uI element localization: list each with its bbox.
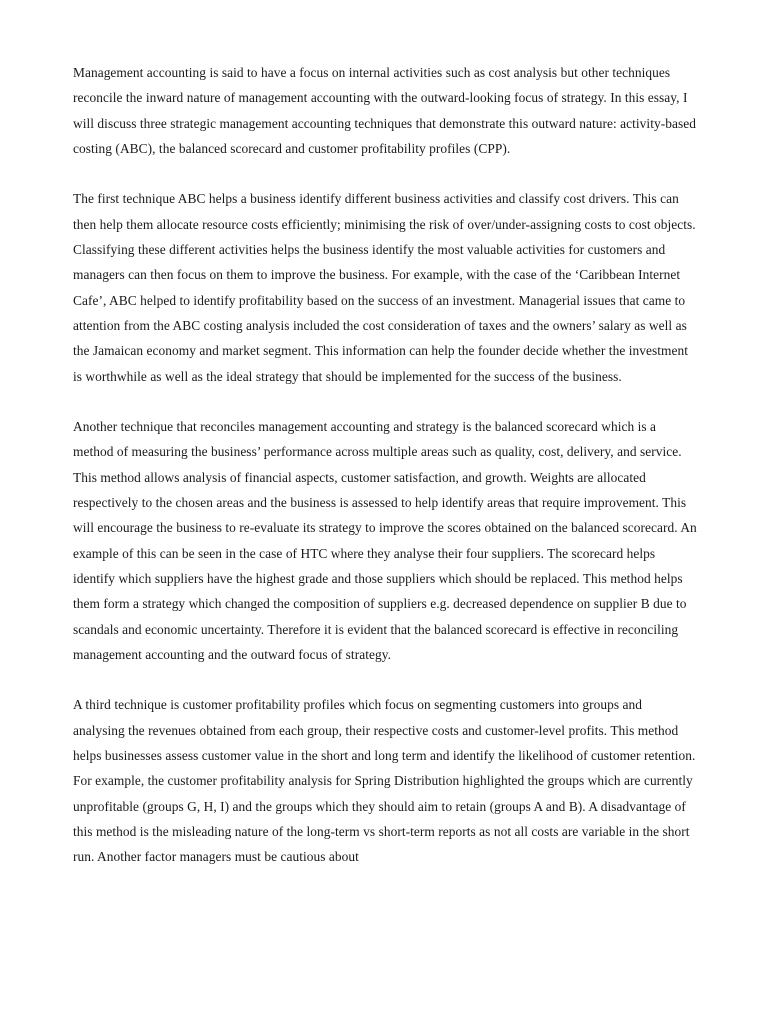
paragraph-customer-profitability: A third technique is customer profitability profiles which focus on segmenting customers into groups and analysing the revenues obtained from each group, their respective costs and customer-level profits. This method helps businesses assess customer value in the short and long term and identify the likelihood of customer retention. For example, the customer profitability analysis for Spring Distribution highlighted the groups which are currently unprofitable (groups G, H, I) and the groups which they should aim to retain (groups A and B). A disadvantage of this method is the misleading nature of the long-term vs short-term reports as not all costs are variable in the short run. Another factor managers must be cautious about [73,697,696,865]
paragraph-introduction: Management accounting is said to have a focus on internal activities such as cost analysis but other techniques reconcile the inward nature of management accounting with the outward-looking focus of strategy. In this essay, I will discuss three strategic management accounting techniques that demonstrate this outward nature: activity-based costing (ABC), the balanced scorecard and customer profitability profiles (CPP). [73,65,696,156]
paragraph-abc: The first technique ABC helps a business identify different business activities and classify cost drivers. This can then help them allocate resource costs efficiently; minimising the risk of over/under-assigning costs to cost objects. Classifying these different activities helps the business identify the most valuable activities for customers and managers can then focus on them to improve the business. For example, with the case of the ‘Caribbean Internet Cafe’, ABC helped to identify profitability based on the success of an investment. Managerial issues that came to attention from the ABC costing analysis included the cost consideration of taxes and the owners’ salary as well as the Jamaican economy and market segment. This information can help the founder decide whether the investment is worthwhile as well as the ideal strategy that should be implemented for the success of the business. [73,191,696,384]
paragraph-balanced-scorecard: Another technique that reconciles management accounting and strategy is the balanced scorecard which is a method of measuring the business’ performance across multiple areas such as quality, cost, delivery, and service. This method allows analysis of financial aspects, customer satisfaction, and growth. Weights are allocated respectively to the chosen areas and the business is assessed to help identify areas that require improvement. This will encourage the business to re-evaluate its strategy to improve the scores obtained on the balanced scorecard. An example of this can be seen in the case of HTC where they analyse their four suppliers. The scorecard helps identify which suppliers have the highest grade and those suppliers which should be replaced. This method helps them form a strategy which changed the composition of suppliers e.g. decreased dependence on supplier B due to scandals and economic uncertainty. Therefore it is evident that the balanced scorecard is effective in reconciling management accounting and the outward focus of strategy. [73,419,697,662]
document-body [73,60,697,895]
